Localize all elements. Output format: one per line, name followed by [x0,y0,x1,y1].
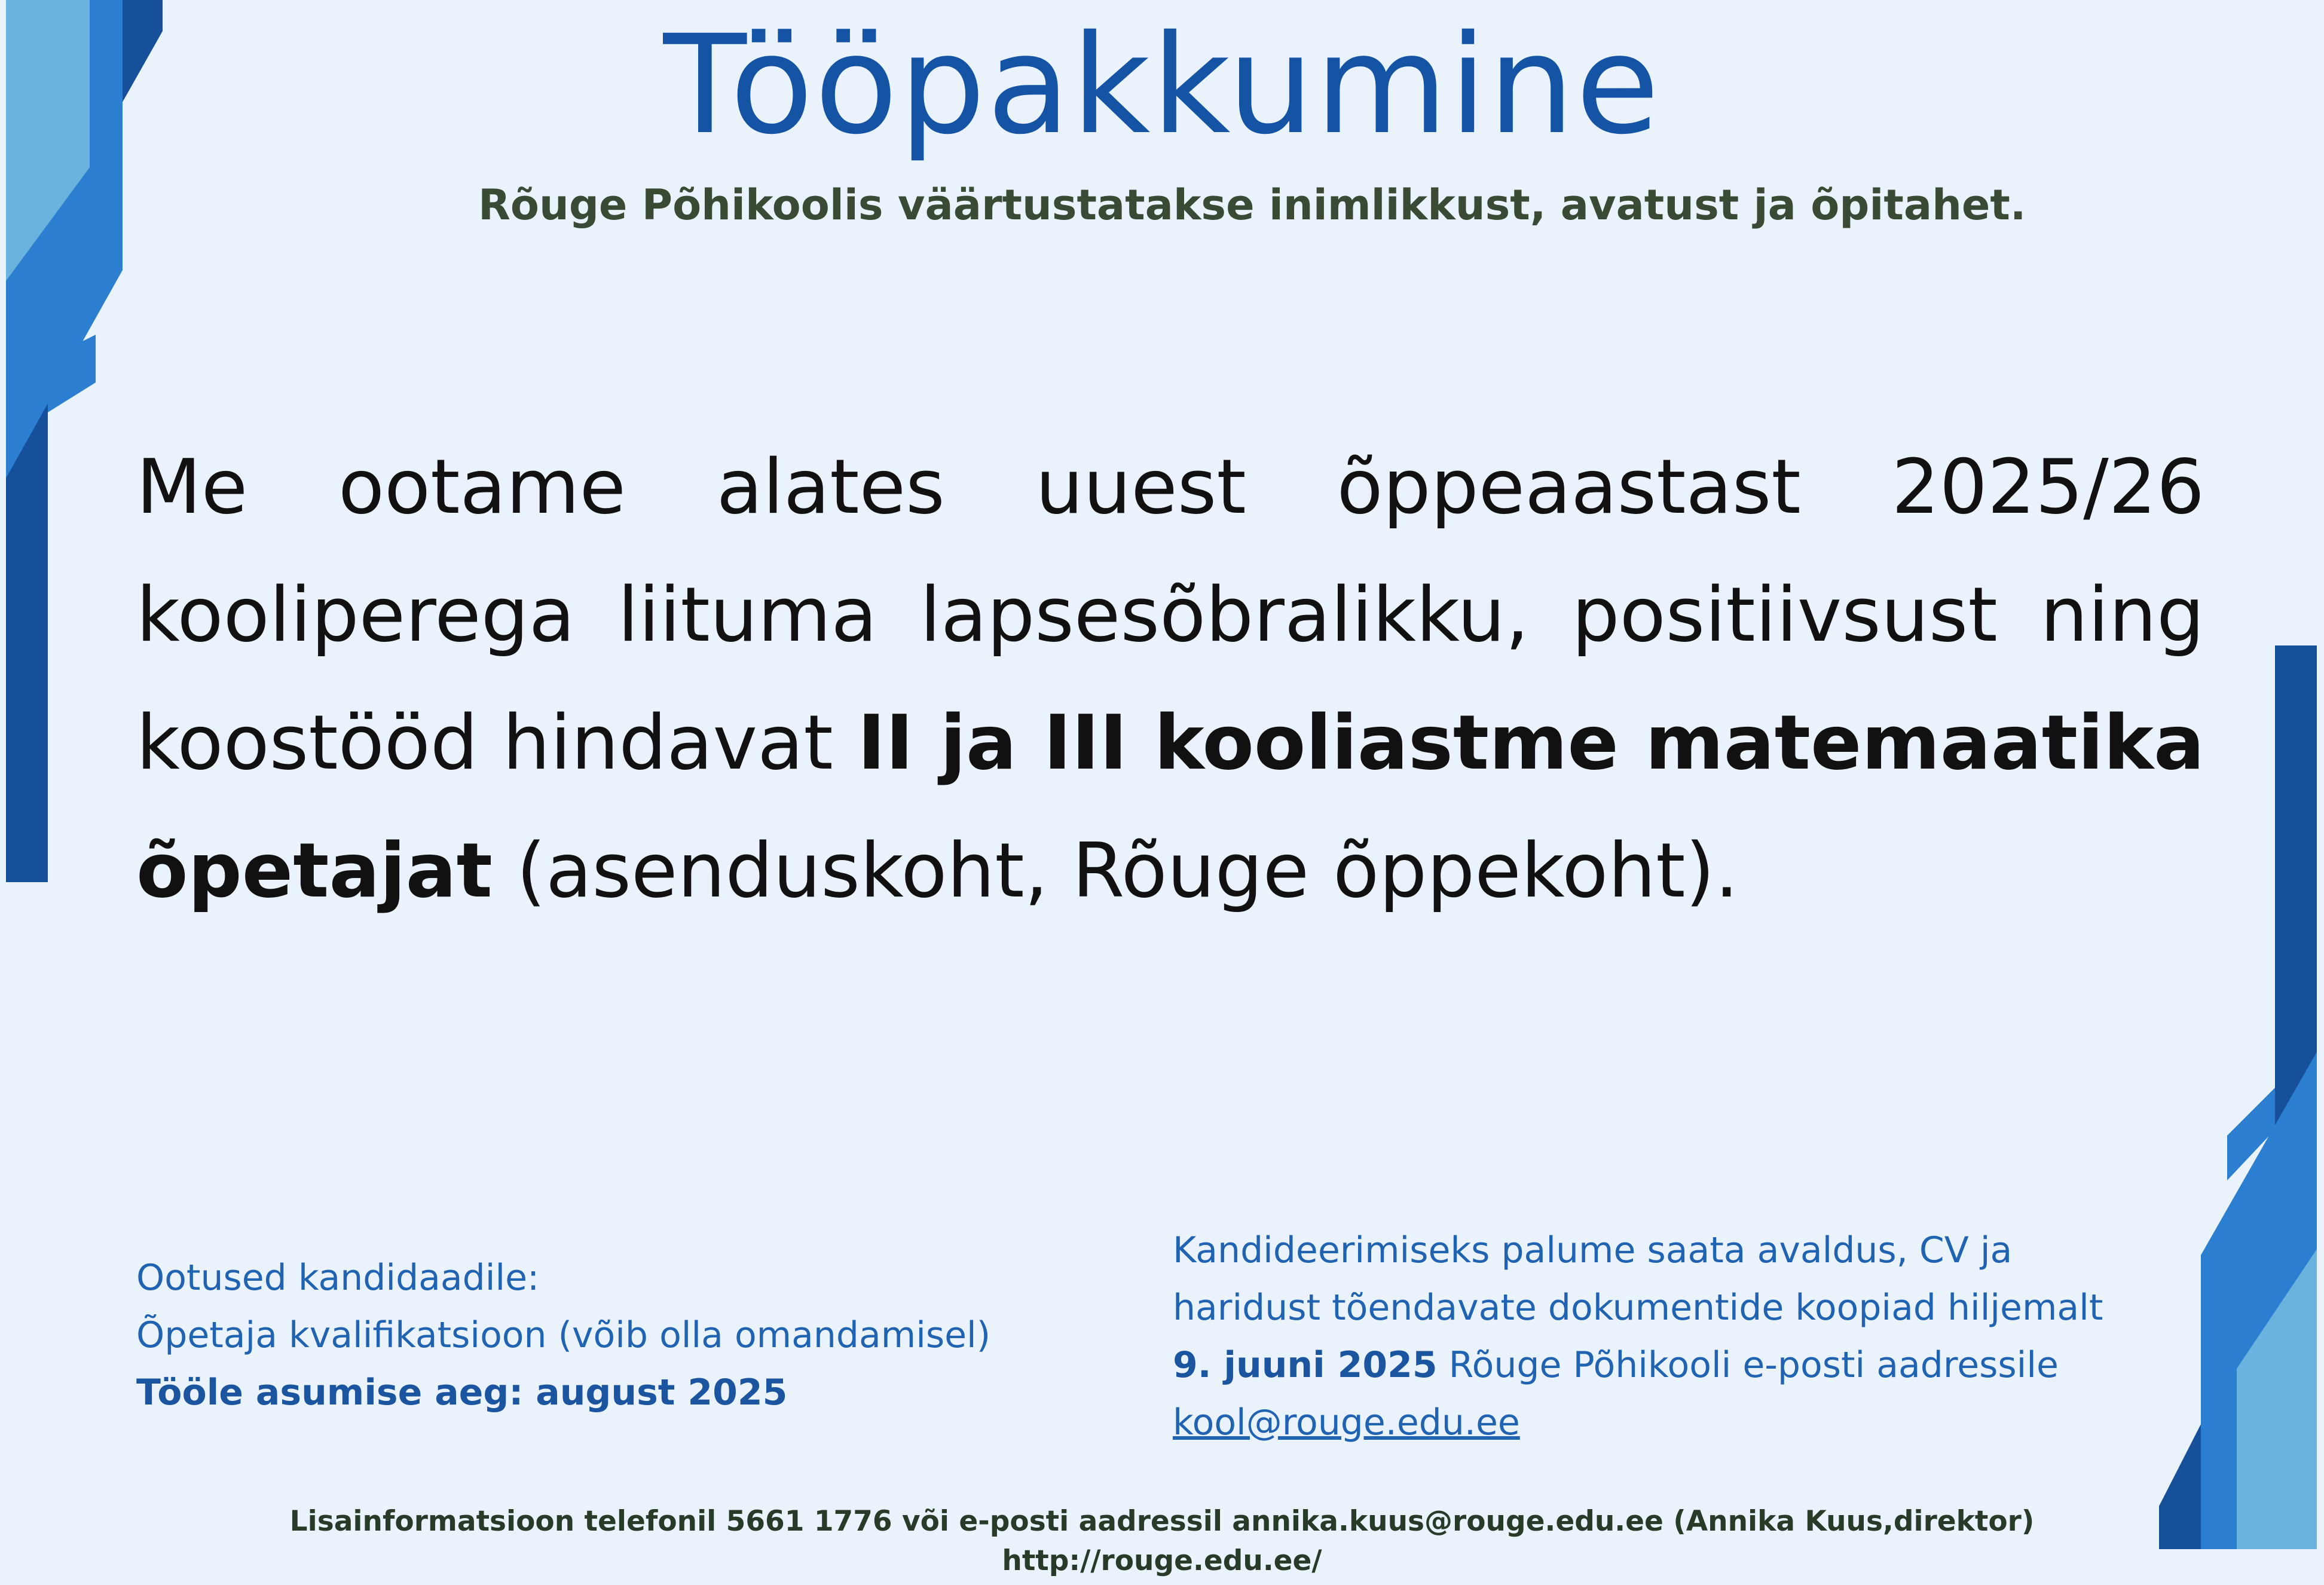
footer-contact-person: (Annika Kuus,direktor) [1673,1505,2035,1538]
apply-line-3-rest: Rõuge Põhikooli e-posti aadressile [1437,1344,2059,1386]
job-description [136,423,2204,935]
apply-line-3 [1173,1336,2105,1394]
deadline-date: 9. juuni 2025 [1173,1344,1438,1386]
footer-website-link[interactable]: http://rouge.edu.ee/ [1002,1544,1322,1577]
position-title: II ja III kooliastme matemaatika õpetajat [136,699,2205,914]
apply-line-4 [1173,1394,2105,1451]
apply-line-1: Kandideerimiseks palume saata avaldus, CV ja [1173,1229,2013,1271]
description-intro: Me ootame alates uuest õppeaastast 2025/26 kooliperega liituma lapsesõbralikku, positiivsust ning koostööd hindavat [136,443,2204,787]
page-subtitle: Rõuge Põhikoolis väärtustatakse inimlikkust, avatust ja õpitahet. [478,180,2026,230]
expectations-heading: Ootused kandidaadile: [136,1257,540,1299]
apply-line-2: haridust tõendavate dokumentide koopiad hiljemalt [1173,1287,2103,1329]
school-email-link[interactable]: kool@rouge.edu.ee [1173,1402,1520,1443]
start-date: Tööle asumise aeg: august 2025 [136,1372,788,1413]
page-title: Tööpakkumine [663,5,1661,164]
description-outro: (asenduskoht, Rõuge õppekoht). [492,827,1739,914]
candidate-expectations [136,1249,1093,1421]
footer-info: Lisainformatsioon telefonil 5661 1776 või e-posti aadressil annika.kuus@rouge.edu.ee [289,1505,1674,1538]
application-instructions [1173,1222,2105,1451]
expectations-qualification: Õpetaja kvalifikatsioon (võib olla omandamisel) [136,1314,991,1356]
